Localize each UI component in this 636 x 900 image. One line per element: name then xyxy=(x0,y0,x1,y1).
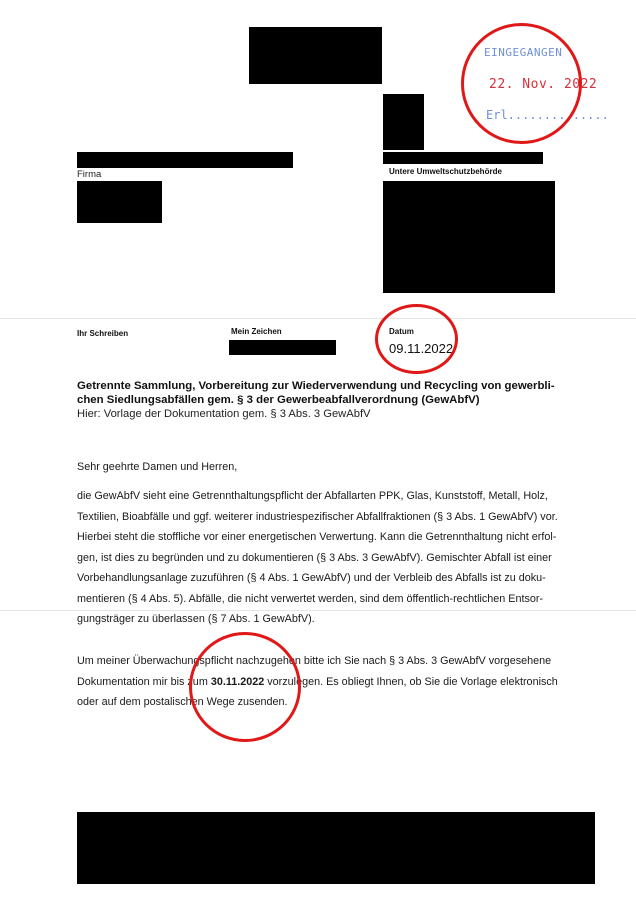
paragraph-2-line: oder auf dem postalischen Wege zusenden. xyxy=(77,696,288,708)
paragraph-1-line: Hierbei steht die stoffliche vor einer energetischen Verwertung. Kann die Getrennthaltung nicht erfol- xyxy=(77,531,557,543)
ihr-schreiben-label: Ihr Schreiben xyxy=(77,329,129,338)
subject-line-2: chen Siedlungsabfällen gem. § 3 der Gewerbeabfallverordnung (GewAbfV) xyxy=(77,394,480,406)
paragraph-1-line: Vorbehandlungsanlage zuzuführen (§ 4 Abs. 1 GewAbfV) und der Verbleib des Abfalls ist zu doku- xyxy=(77,572,546,584)
redaction-sender-address xyxy=(77,181,162,223)
paragraph-1-line: Textilien, Bioabfälle und ggf. weiterer industriespezifischer Abfallfraktionen (§ 3 Abs. 1 GewAbfV) vor. xyxy=(77,510,558,523)
deadline-suffix: vorzulegen. Es obliegt Ihnen, ob Sie die Vorlage elektronisch xyxy=(264,675,558,688)
deadline-date: 30.11.2022 xyxy=(210,675,265,688)
annotation-circle-stamp xyxy=(461,23,582,144)
stamp-erl-field: Erl.............. xyxy=(486,108,609,122)
redaction-authority-line xyxy=(383,152,543,164)
stamp-received-label: EINGEGANGEN xyxy=(484,46,563,59)
redaction-letterhead xyxy=(249,27,382,84)
redaction-footer xyxy=(77,812,595,884)
paragraph-1-line: mentieren (§ 4 Abs. 5). Abfälle, die nicht verwertet werden, sind dem öffentlich-rechtlichen Entsor- xyxy=(77,592,544,605)
paragraph-2-line xyxy=(77,672,602,693)
salutation: Sehr geehrte Damen und Herren, xyxy=(77,461,238,473)
subject-line-1: Getrennte Sammlung, Vorbereitung zur Wiederverwendung und Recycling von gewerbli- xyxy=(77,380,555,392)
annotation-circle-date xyxy=(375,304,458,374)
firma-label: Firma xyxy=(77,169,102,180)
redaction-sender-line xyxy=(77,152,293,168)
authority-label: Untere Umweltschutzbehörde xyxy=(389,167,502,176)
subject-hier-line: Hier: Vorlage der Dokumentation gem. § 3 Abs. 3 GewAbfV xyxy=(77,408,371,420)
deadline-prefix: Dokumentation mir bis zum xyxy=(77,675,211,688)
stamp-received-date: 22. Nov. 2022 xyxy=(489,77,598,92)
paragraph-1-line: gen, ist dies zu begründen und zu dokumentieren (§ 3 Abs. 3 GewAbfV). Gemischter Abfall ist einer xyxy=(77,551,552,564)
mein-zeichen-label: Mein Zeichen xyxy=(231,327,282,336)
redaction-authority-address xyxy=(383,181,555,293)
paragraph-1 xyxy=(77,486,602,630)
datum-label: Datum xyxy=(389,327,414,336)
redaction-logo xyxy=(383,94,424,150)
datum-value: 09.11.2022 xyxy=(389,341,454,356)
annotation-circle-deadline xyxy=(189,632,301,742)
paragraph-1-line: gungsträger zu überlassen (§ 7 Abs. 1 GewAbfV). xyxy=(77,613,315,625)
paragraph-1-line: die GewAbfV sieht eine Getrennthaltungspflicht der Abfallarten PPK, Glas, Kunststoff, Metall, Holz, xyxy=(77,490,548,502)
paragraph-2-line: Um meiner Überwachungspflicht nachzugehen bitte ich Sie nach § 3 Abs. 3 GewAbfV vorgesehene xyxy=(77,655,552,667)
paragraph-2 xyxy=(77,651,602,713)
paper-fold-line xyxy=(0,318,636,319)
redaction-mein-zeichen xyxy=(229,340,336,355)
